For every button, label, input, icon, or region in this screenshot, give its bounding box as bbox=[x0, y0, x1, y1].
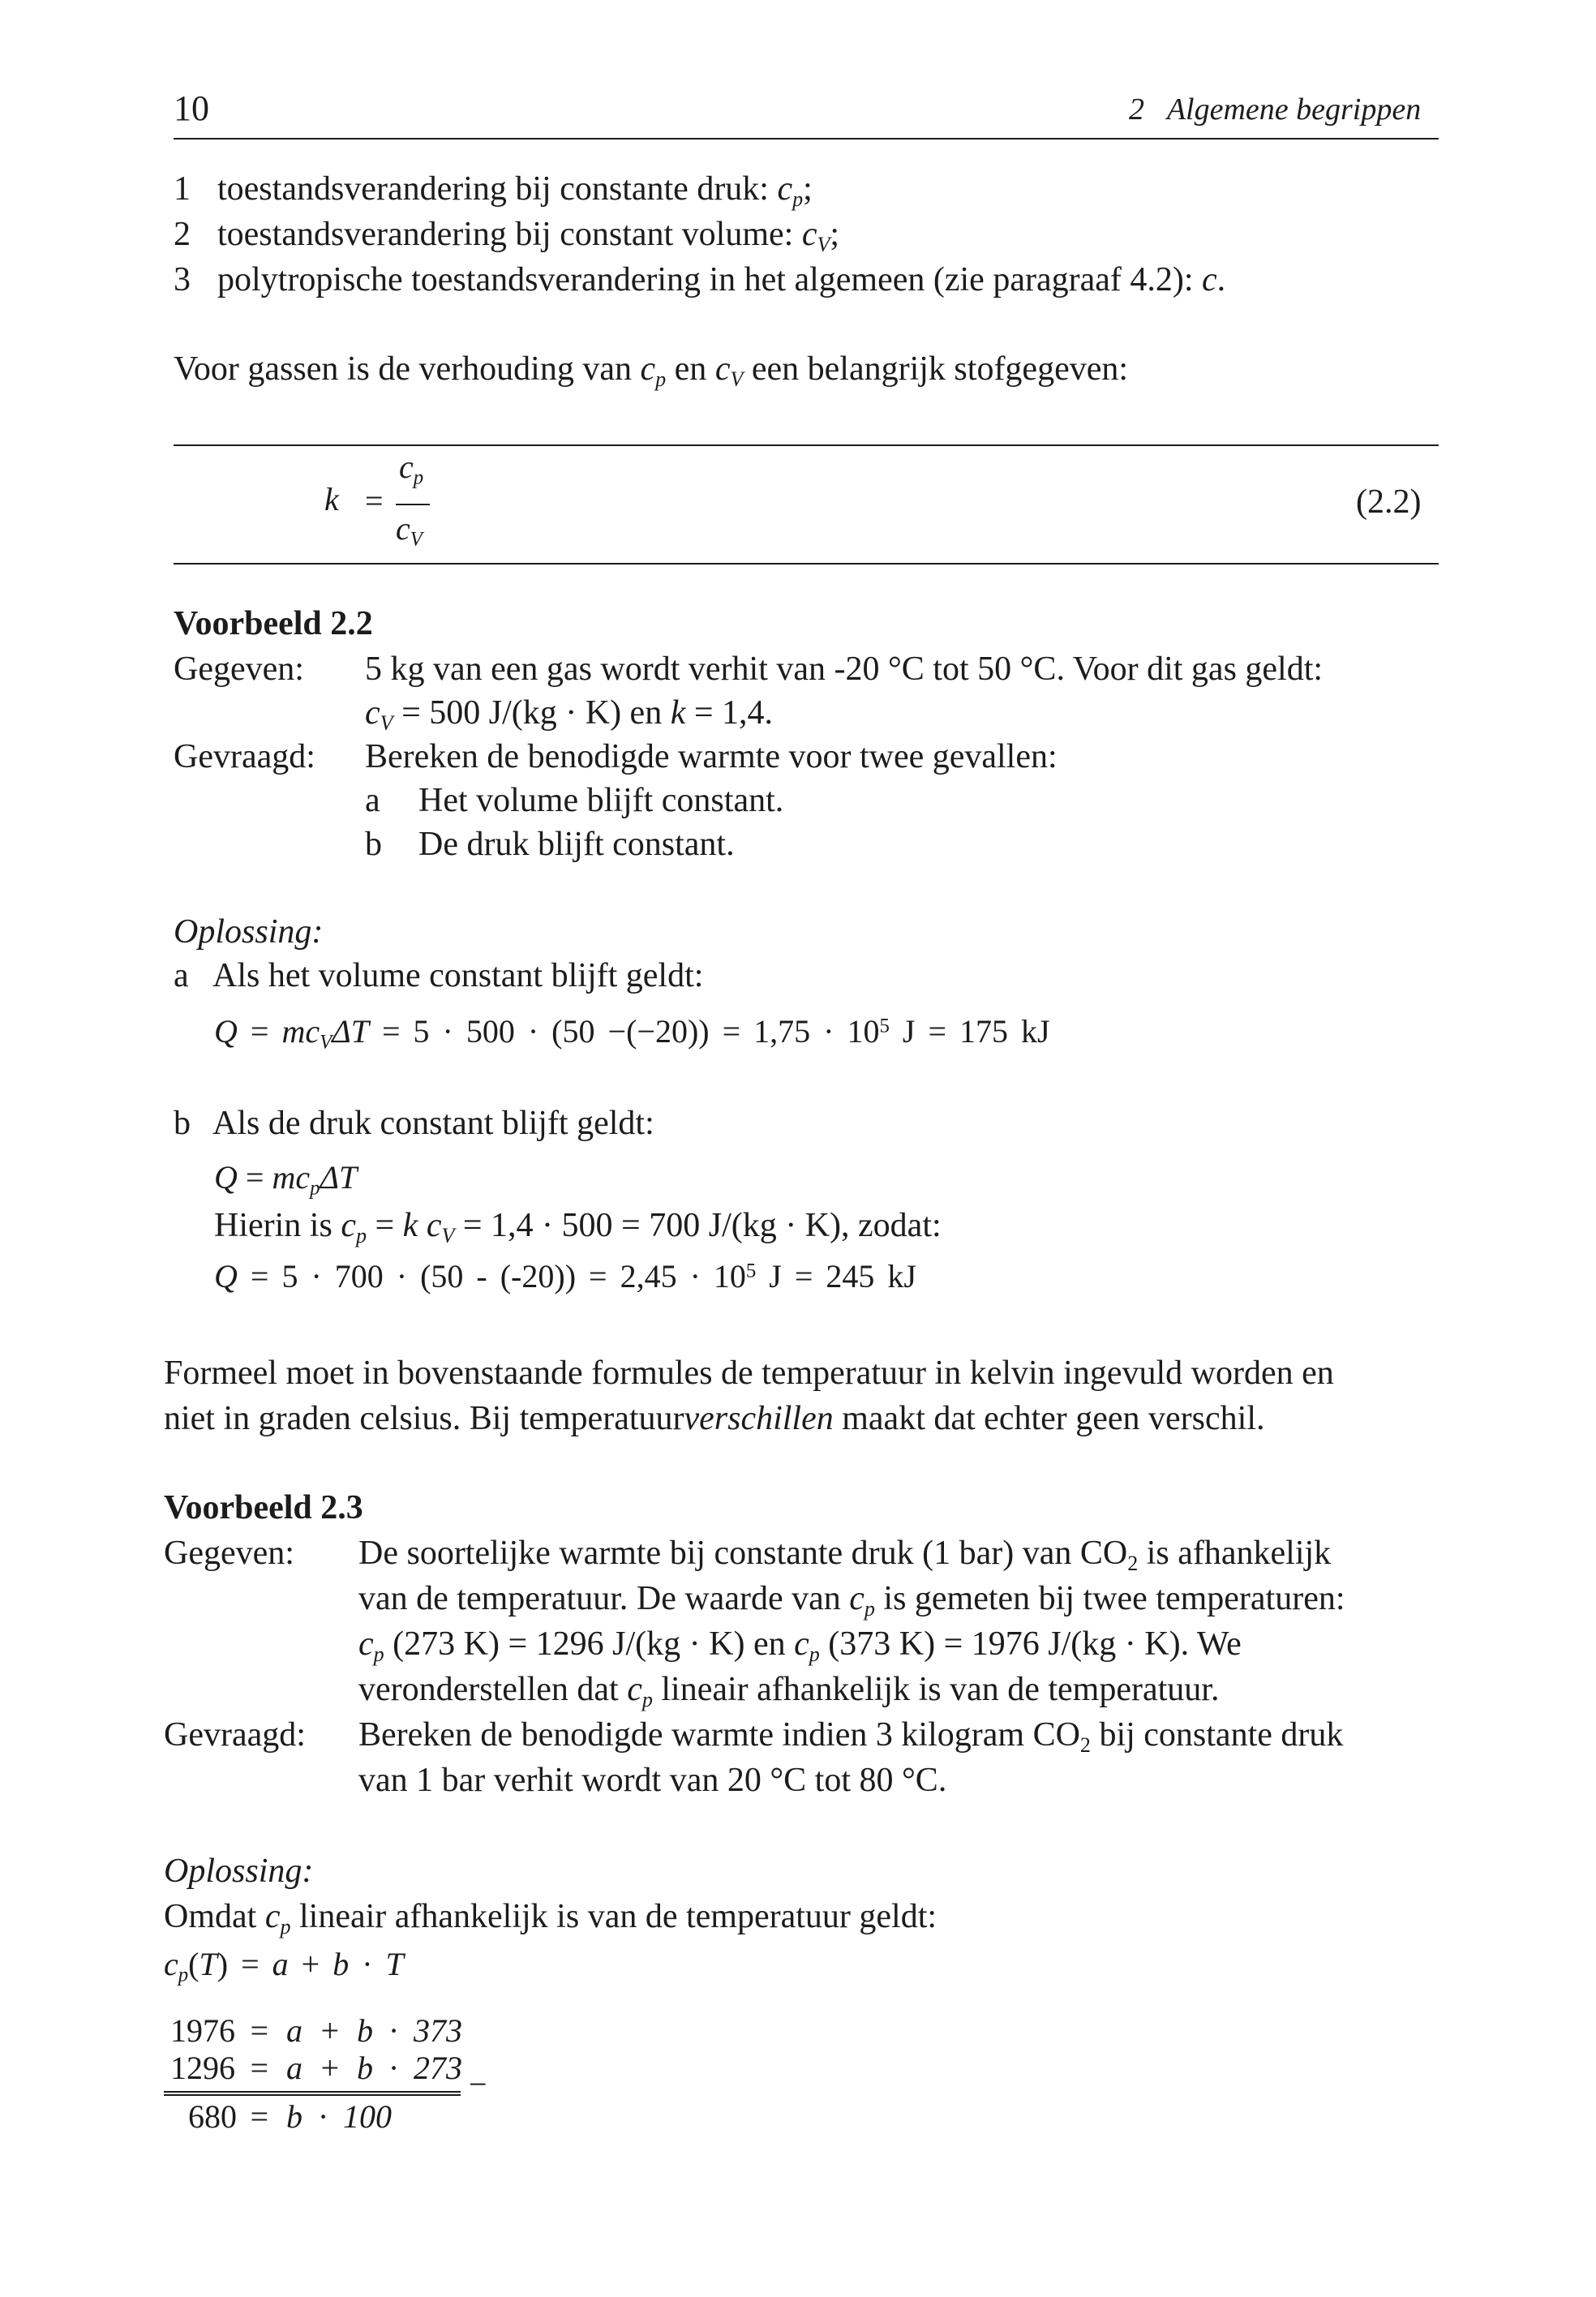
list-item-number: 3 bbox=[174, 261, 191, 298]
ex22-sol-b-equation-2: $Q = 5 \cdot 700 \cdot (50 - (-20)) = 2,45 \cdot 10^5$ J = 245 kJ bbox=[214, 1258, 916, 1294]
ex23-given-line2: van de temperatuur. De waarde van $c_p$ is gemeten bij twee temperaturen: bbox=[358, 1580, 1345, 1621]
subtraction-row-expression: = a + b · 373 bbox=[248, 2012, 462, 2049]
intro-sentence: Voor gassen is de verhouding van $c_p$ en $c_V$ een belangrijk stofgegeven: bbox=[174, 350, 1129, 391]
formula-numerator: $c_p$ bbox=[399, 449, 424, 489]
ex22-asked-label: Gevraagd: bbox=[174, 738, 315, 775]
ex22-given-line1: 5 kg van een gas wordt verhit van -20 °C tot 50 °C. Voor dit gas geldt: bbox=[365, 650, 1324, 688]
list-item: toestandsverandering bij constante druk: $c_p$; bbox=[217, 170, 813, 211]
ex23-given-label: Gegeven: bbox=[164, 1535, 294, 1572]
header-rule bbox=[174, 138, 1439, 140]
running-title: 2 Algemene begrippen bbox=[1129, 92, 1422, 127]
ex22-sol-a-equation: $Q = mc_V\Delta T = 5 \cdot 500 \cdot (50 -(-20)) = 1,75 \cdot 10^5$ J = 175 kJ bbox=[214, 1013, 1050, 1054]
ex22-case-a: Het volume blijft constant. bbox=[418, 782, 784, 819]
ex22-solution-label: Oplossing: bbox=[174, 913, 324, 951]
ex22-sol-b-letter: b bbox=[174, 1105, 191, 1142]
page-number: 10 bbox=[174, 88, 209, 128]
ex23-solution-label: Oplossing: bbox=[164, 1853, 314, 1890]
subtraction-underline-2 bbox=[164, 2094, 461, 2096]
ex23-asked-line1: Bereken de benodigde warmte indien 3 kilogram $CO_2$ bij constante druk bbox=[358, 1716, 1344, 1757]
fraction-bar bbox=[396, 504, 430, 505]
ex22-sol-b-equation-1: $Q = mc_p\Delta T$ bbox=[214, 1159, 358, 1200]
list-item-number: 2 bbox=[174, 216, 191, 253]
subtraction-row-expression: = b · 100 bbox=[248, 2098, 392, 2135]
ex23-asked-label: Gevraagd: bbox=[164, 1716, 306, 1754]
ex22-sol-b-line3: Hierin is $c_p = k$ $c_V = 1,4 \cdot 500 = 700$ J/(kg · K), zodat: bbox=[214, 1207, 942, 1247]
ex22-sol-a-text: Als het volume constant blijft geldt: bbox=[212, 957, 704, 994]
subtraction-row-value: 1296 bbox=[170, 2050, 235, 2086]
ex23-given-line4: veronderstellen dat $c_p$ lineair afhankelijk is van de temperatuur. bbox=[358, 1671, 1220, 1711]
subtraction-underline-1 bbox=[164, 2091, 461, 2093]
ex22-given-line2: $c_V = 500$ J/(kg · K) en k = 1,4. bbox=[365, 694, 774, 735]
ex22-asked: Bereken de benodigde warmte voor twee gevallen: bbox=[365, 738, 1058, 775]
ex23-linear-model: $c_p(T) = a + b \cdot T$ bbox=[164, 1946, 404, 1986]
ex22-sol-b-text: Als de druk constant blijft geldt: bbox=[212, 1105, 654, 1142]
example-2-2-title: Voorbeeld 2.2 bbox=[174, 605, 373, 642]
formula-denominator: $c_V$ bbox=[396, 510, 423, 551]
formula-top-rule bbox=[174, 444, 1439, 446]
remark-line-2: niet in graden celsius. Bij temperatuurverschillen maakt dat echter geen verschil. bbox=[164, 1400, 1265, 1437]
subtraction-row-value: 1976 bbox=[170, 2012, 235, 2049]
ex23-asked-line2: van 1 bar verhit wordt van 20 °C tot 80 °C. bbox=[358, 1762, 947, 1799]
subtraction-minus: − bbox=[469, 2066, 487, 2102]
remark-line-1: Formeel moet in bovenstaande formules de temperatuur in kelvin ingevuld worden en bbox=[164, 1355, 1334, 1392]
formula-bottom-rule bbox=[174, 563, 1439, 565]
list-item: polytropische toestandsverandering in het algemeen (zie paragraaf 4.2): c. bbox=[217, 261, 1226, 298]
list-item: toestandsverandering bij constant volume: $c_V$; bbox=[217, 216, 840, 256]
ex22-sol-a-letter: a bbox=[174, 957, 189, 994]
ex23-given-line3: $c_p$ (273 K) = 1296 J/(kg · K) en $c_p$ (373 K) = 1976 J/(kg · K). We bbox=[358, 1625, 1242, 1666]
subtraction-row-value: 680 bbox=[188, 2098, 237, 2135]
formula-lhs: k bbox=[324, 481, 339, 517]
ex22-case-b: De druk blijft constant. bbox=[418, 826, 735, 863]
example-2-3-title: Voorbeeld 2.3 bbox=[164, 1489, 363, 1526]
ex22-case-a-letter: a bbox=[365, 782, 380, 819]
subtraction-row-expression: = a + b · 273 bbox=[248, 2050, 462, 2086]
formula-eq: = bbox=[365, 483, 384, 519]
ex23-given-line1: De soortelijke warmte bij constante druk (1 bar) van $CO_2$ is afhankelijk bbox=[358, 1535, 1332, 1575]
ex23-sol-text: Omdat $c_p$ lineair afhankelijk is van de temperatuur geldt: bbox=[164, 1898, 937, 1938]
ex22-given-label: Gegeven: bbox=[174, 650, 304, 688]
list-item-number: 1 bbox=[174, 170, 191, 208]
ex22-case-b-letter: b bbox=[365, 826, 382, 863]
formula-label: (2.2) bbox=[1356, 483, 1422, 521]
